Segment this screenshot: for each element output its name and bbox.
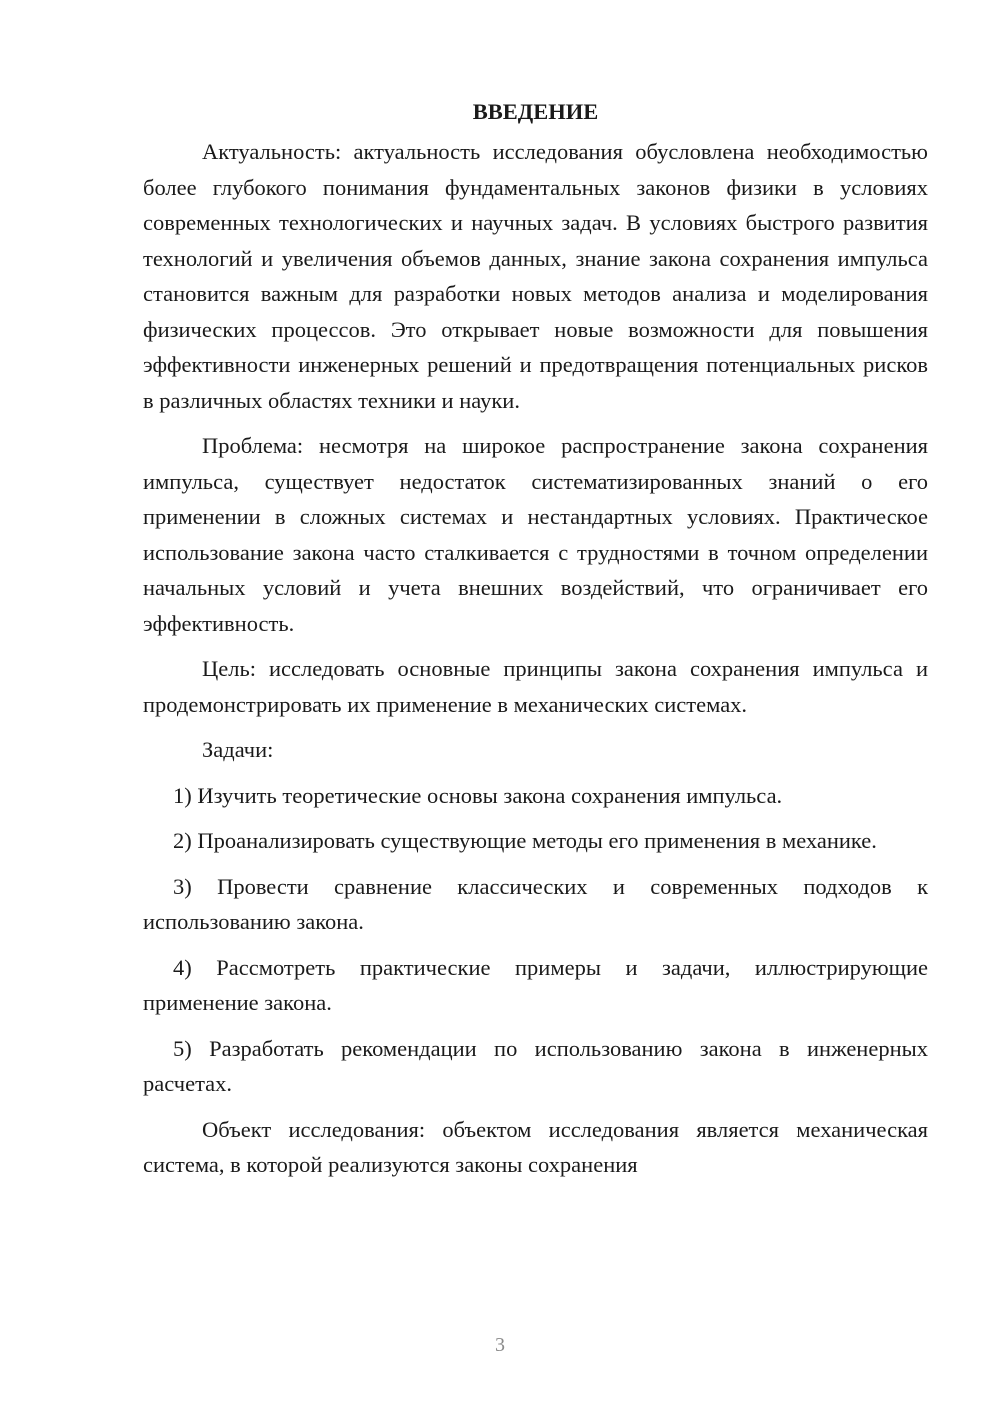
paragraph-goal: Цель: исследовать основные принципы закона сохранения импульса и продемонстрировать их применение в механических системах. (143, 656, 928, 717)
paragraph-relevance: Актуальность: актуальность исследования обусловлена необходимостью более глубокого понимания фундаментальных законов физики в условиях современных технологических и научных задач. В условиях быстрого развития технологий и увеличения объемов данных, знание закона сохранения импульса становится важным для разработки новых методов анализа и моделирования физических процессов. Это открывает новые возможности для повышения эффективности инженерных решений и предотвращения потенциальных рисков в различных областях техники и науки. (143, 139, 928, 413)
task-item: 1) Изучить теоретические основы закона сохранения импульса. (173, 782, 783, 808)
page-number: 3 (495, 1334, 505, 1356)
task-item: 2) Проанализировать существующие методы его применения в механике. (173, 828, 877, 853)
task-item: 3) Провести сравнение классических и современных подходов к использованию закона. (143, 873, 928, 934)
paragraph-problem: Проблема: несмотря на широкое распространение закона сохранения импульса, существует недостаток систематизированных знаний о его применении в сложных системах и нестандартных условиях. Практическое использование закона часто сталкивается с трудностями в точном определении начальных условий и учета внешних воздействий, что ограничивает его эффективность. (143, 433, 928, 636)
page-content (143, 96, 928, 1193)
paragraph-object: Объект исследования: объектом исследования является механическая система, в которой реализуются законы сохранения (143, 1116, 928, 1177)
tasks-heading: Задачи: (202, 737, 274, 762)
page-title: ВВЕДЕНИЕ (472, 99, 599, 124)
task-item: 5) Разработать рекомендации по использованию закона в инженерных расчетах. (143, 1035, 928, 1096)
task-item: 4) Рассмотреть практические примеры и задачи, иллюстрирующие применение закона. (143, 954, 928, 1015)
